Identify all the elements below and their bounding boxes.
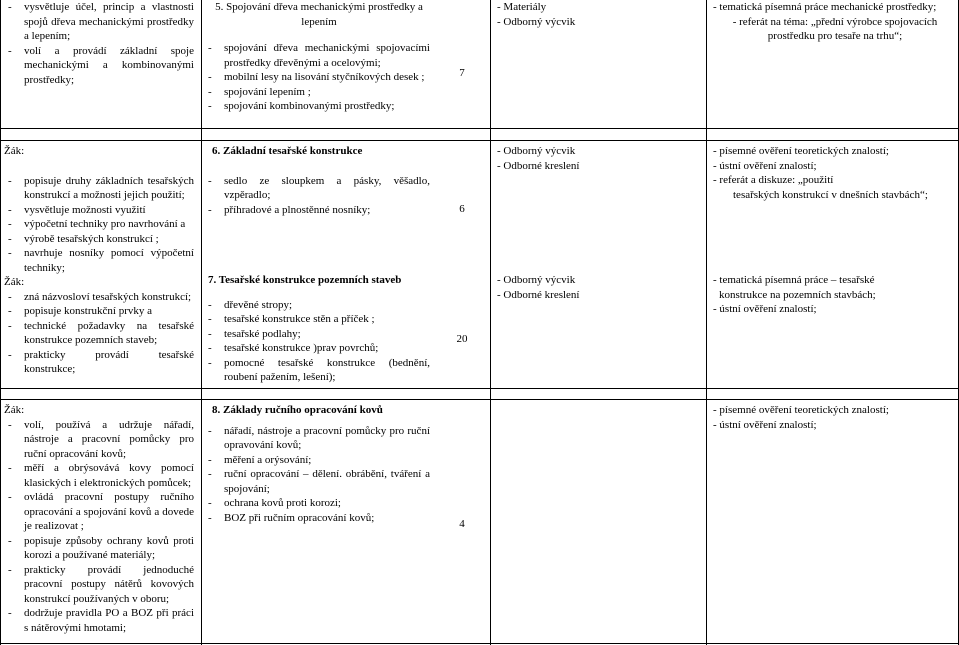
- evaluation-item: - ústní ověření znalostí;: [713, 303, 817, 315]
- content-item: - ochrana kovů proti korozi;: [208, 496, 430, 511]
- outcome-item: - měří a obrýsovává kovy pomocí klasických i elektronických pomůcek;: [8, 461, 194, 490]
- content-item: - pomocné tesařské konstrukce (bednění, roubení pažením, lešení);: [208, 356, 430, 385]
- content-item: - měření a orýsování;: [208, 453, 430, 468]
- evaluation-item: - tematická písemná práce – tesařské: [713, 274, 875, 286]
- evaluation-item: - ústní ověření znalostí;: [713, 418, 817, 431]
- content-item: - tesařské konstrukce stěn a příček ;: [208, 312, 430, 327]
- content-item: - mobilní lesy na lisování styčníkových desek ;: [208, 70, 430, 85]
- evaluation-cell: [713, 403, 953, 432]
- evaluation-item: - referát na téma: „přední výrobce spojovacích prostředku pro tesaře na trhu“;: [732, 15, 938, 42]
- content-cell: [208, 144, 430, 217]
- outcome-item: - vysvětluje účel, princip a vlastnosti spojů dřeva mechanickými prostředky a lepením;: [8, 0, 194, 44]
- evaluation-item: - ústní ověření znalostí;: [713, 159, 817, 172]
- row-border-3: [0, 643, 959, 644]
- content-item: - tesařské konstrukce )prav povrchů;: [208, 341, 430, 356]
- evaluation-item: konstrukce na pozemních stavbách;: [719, 288, 876, 301]
- content-item: - tesařské podlahy;: [208, 327, 430, 342]
- hours-value: 20: [456, 333, 468, 345]
- outcomes-cell: [4, 403, 194, 635]
- links-cell: [497, 144, 697, 173]
- evaluation-cell: [713, 0, 953, 44]
- row-border-1b: [0, 140, 959, 141]
- content-item: - ruční opracování – dělení. obrábění, tváření a spojování;: [208, 467, 430, 496]
- link-item: - Odborný výcvik: [497, 274, 576, 286]
- topic-title: 8. Základy ručního opracování kovů: [212, 404, 383, 416]
- outcomes-cell: [8, 0, 194, 87]
- outcome-item: - technické požadavky na tesařské konstrukce pozemních staveb;: [8, 319, 194, 348]
- evaluation-item: tesařských konstrukcí v dnešních stavbách“;: [733, 188, 928, 201]
- outcome-item: - dodržuje pravidla PO a BOZ při práci s nátěrovými hmotami;: [8, 606, 194, 635]
- link-item: - Materiály: [497, 1, 547, 13]
- content-item: - spojování dřeva mechanickými spojovacími prostředky dřevěnými a ocelovými;: [208, 41, 430, 70]
- links-cell: [497, 273, 697, 302]
- zak-label: Žák:: [4, 276, 25, 288]
- outcome-item: - popisuje konstrukční prvky a: [8, 304, 194, 319]
- evaluation-item: - referát a diskuze: „použití: [713, 174, 834, 186]
- outcome-item: - popisuje druhy základních tesařských konstrukcí a možnosti jejich použití;: [8, 174, 194, 203]
- curriculum-row-3: [0, 403, 959, 643]
- topic-title: 7. Tesařské konstrukce pozemních staveb: [208, 274, 402, 286]
- outcome-item: - ovládá pracovní postupy ručního opracování a spojování kovů a dovede je realizovat ;: [8, 490, 194, 534]
- outcome-item: - navrhuje nosníky pomocí výpočetní techniky;: [8, 246, 194, 275]
- outcome-item: - volí, používá a udržuje nářadí, nástroje a pracovní pomůcky pro ruční opracování kovů;: [8, 418, 194, 462]
- outcome-item: - výpočetní techniky pro navrhování a: [8, 217, 194, 232]
- hours-value: 6: [459, 203, 465, 215]
- content-item: - BOZ při ručním opracování kovů;: [208, 511, 430, 526]
- evaluation-item: - písemné ověření teoretických znalostí;: [713, 404, 889, 416]
- evaluation-item: - tematická písemná práce mechanické prostředky;: [713, 1, 937, 13]
- curriculum-row-1: [0, 0, 959, 128]
- outcome-item: - zná názvosloví tesařských konstrukcí;: [8, 290, 194, 305]
- row-border-1: [0, 128, 959, 129]
- links-cell: [497, 0, 697, 29]
- link-item: - Odborný výcvik: [497, 15, 576, 28]
- link-item: - Odborný výcvik: [497, 145, 576, 157]
- outcome-item: - popisuje způsoby ochrany kovů proti korozi a používané materiály;: [8, 534, 194, 563]
- row-border-2b: [0, 399, 959, 400]
- content-cell: [208, 0, 430, 114]
- topic-title: 6. Základní tesařské konstrukce: [212, 145, 363, 157]
- content-item: - spojování kombinovanými prostředky;: [208, 99, 430, 114]
- outcome-item: - volí a provádí základní spoje mechanickými a kombinovanými prostředky;: [8, 44, 194, 88]
- content-item: - dřevěné stropy;: [208, 298, 430, 313]
- content-cell: [208, 273, 430, 385]
- link-item: - Odborné kreslení: [497, 288, 580, 301]
- zak-label: Žák:: [4, 145, 25, 157]
- content-item: - sedlo ze sloupkem a pásky, věšadlo, vzpěradlo;: [208, 174, 430, 203]
- evaluation-cell: [713, 144, 953, 202]
- curriculum-row-2: [0, 144, 959, 388]
- outcomes-cell: [4, 144, 194, 377]
- content-cell: [208, 403, 430, 525]
- topic-title: 5. Spojování dřeva mechanickými prostředky a lepením: [215, 1, 423, 28]
- outcome-item: - vysvětluje možnosti využití: [8, 203, 194, 218]
- outcome-item: - prakticky provádí jednoduché pracovní postupy nátěrů kovových konstrukcí používaných v oboru;: [8, 563, 194, 607]
- hours-value: 4: [459, 518, 465, 530]
- hours-value: 7: [459, 67, 465, 79]
- evaluation-cell: [713, 273, 953, 317]
- zak-label: Žák:: [4, 404, 25, 416]
- link-item: - Odborné kreslení: [497, 159, 580, 172]
- content-item: - nářadí, nástroje a pracovní pomůcky pro ruční opravování kovů;: [208, 424, 430, 453]
- outcome-item: - prakticky provádí tesařské konstrukce;: [8, 348, 194, 377]
- outcome-item: - výrobě tesařských konstrukcí ;: [8, 232, 194, 247]
- content-item: - příhradové a plnostěnné nosníky;: [208, 203, 430, 218]
- evaluation-item: - písemné ověření teoretických znalostí;: [713, 145, 889, 157]
- content-item: - spojování lepením ;: [208, 85, 430, 100]
- row-border-2: [0, 388, 959, 389]
